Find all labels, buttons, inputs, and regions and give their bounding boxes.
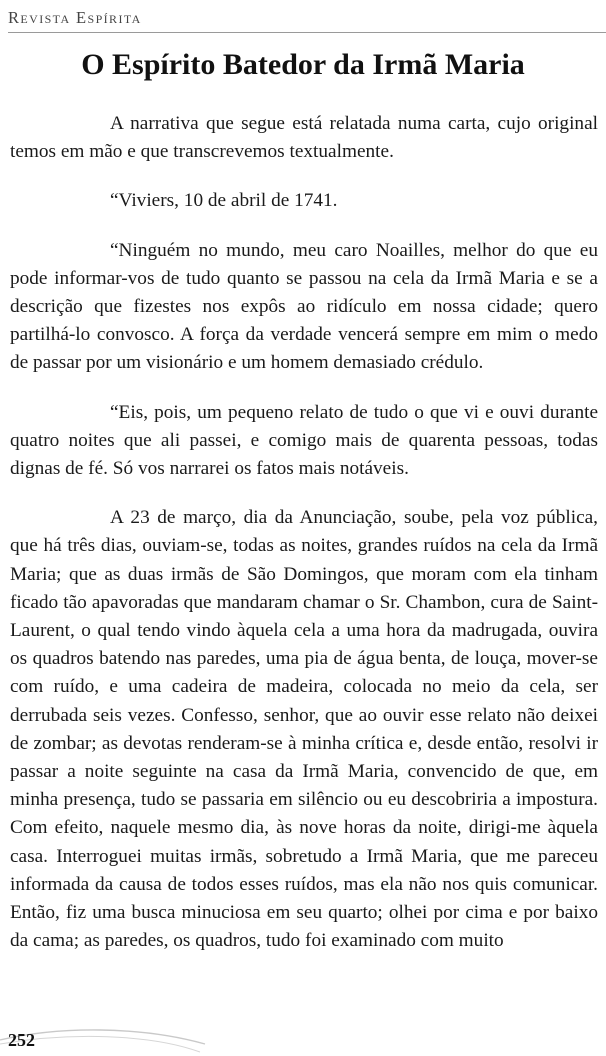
paragraph-narrative: A 23 de março, dia da Anunciação, soube, pela voz pública, que há três dias, ouviam-se, todas as noites, grandes ruídos na cela da Irmã Maria; que as duas irmãs de São Domingos, que moram com ela tinham ficado tão apavoradas que mandaram chamar o Sr. Chambon, cura de Saint-Laurent, o qual tendo vindo àquela cela a uma hora da madrugada, ouvira os quadros batendo nas paredes, uma pia de água benta, de louça, mover-se com ruído, e uma cadeira de madeira, colocada no meio da cela, ser derrubada seis vezes. Confesso, senhor, que ao ouvir esse relato não deixei de zombar; as devotas renderam-se à minha crítica e, desde então, resolvi ir passar a noite seguinte na casa da Irmã Maria, convencido de que, em minha presença, tudo se passaria em silêncio ou eu descobriria a impostura. Com efeito, naquele mesmo dia, às nove horas da noite, dirigi-me àquela casa. Interroguei muitas irmãs, sobretudo a Irmã Maria, que me pareceu informada da causa de todos esses ruídos, mas ela não nos quis comunicar. Então, fiz uma busca minuciosa em seu quarto; olhei por cima e por baixo da cama; as paredes, os quadros, tudo foi examinado com muito xyxy=(10,507,598,952)
page-flourish-decoration xyxy=(0,1022,240,1056)
paragraph-account-intro: “Eis, pois, um pequeno relato de tudo o que vi e ouvi durante quatro noites que ali passei, e comigo mais de quarenta pessoas, todas dignas de fé. Só vos narrarei os fatos mais notáveis. xyxy=(10,401,598,480)
paragraph-date: “Viviers, 10 de abril de 1741. xyxy=(110,190,338,212)
article-title: O Espírito Batedor da Irmã Maria xyxy=(81,48,525,81)
paragraph-intro: A narrativa que segue está relatada numa carta, cujo original temos em mão e que transcrevemos textualmente. xyxy=(10,113,598,163)
article-body xyxy=(10,110,598,955)
running-head: Revista Espírita xyxy=(8,8,142,27)
page-number: 252 xyxy=(8,1030,35,1050)
paragraph-letter-opening: “Ninguém no mundo, meu caro Noailles, melhor do que eu pode informar-vos de tudo quanto se passou na cela da Irmã Maria e se a descrição que fizestes nos expôs ao ridículo em nossa cidade; quero partilhá-lo convosco. A força da verdade vencerá sempre em mim o medo de passar por um visionário e um homem demasiado crédulo. xyxy=(10,239,598,374)
header-rule xyxy=(8,32,606,33)
